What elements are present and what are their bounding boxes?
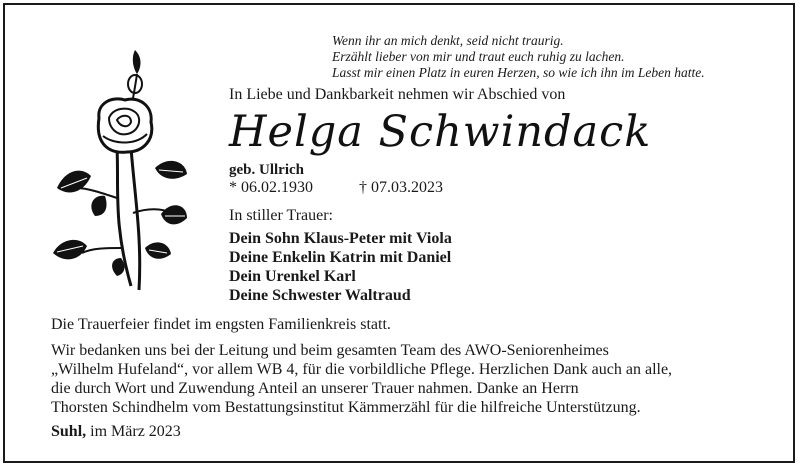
thanks-line: Wir bedanken uns bei der Leitung und beim gesamten Team des AWO-Seniorenheimes (51, 342, 609, 359)
thanks-line: Thorsten Schindhelm vom Bestattungsinstitut Kämmerzähl für die hilfreiche Unterstützung. (51, 399, 641, 416)
mourner-name: Deine Enkelin Katrin mit Daniel (229, 249, 452, 266)
mourning-heading: In stiller Trauer: (229, 207, 333, 224)
rose-icon (47, 48, 189, 298)
mourner-name: Deine Schwester Waltraud (229, 287, 411, 304)
mourner-name: Dein Urenkel Karl (229, 268, 356, 285)
poem-line: Erzählt lieber von mir und traut euch ruhig zu lachen. (332, 49, 625, 64)
poem-line: Lasst mir einen Platz in euren Herzen, so wie ich ihn im Leben hatte. (332, 65, 705, 80)
signoff-place: Suhl, (51, 423, 87, 440)
signoff (51, 423, 181, 441)
thanks-line: die durch Wort und Zuwendung Anteil an unserer Trauer nahmen. Danke an Herrn (51, 380, 579, 397)
intro-text: In Liebe und Dankbarkeit nehmen wir Abschied von (229, 86, 566, 103)
signoff-date: im März 2023 (90, 423, 181, 440)
thanks-paragraph (51, 341, 781, 417)
deceased-name: Helga Schwindack (229, 107, 652, 157)
mourner-name: Dein Sohn Klaus-Peter mit Viola (229, 230, 452, 247)
poem (332, 33, 705, 81)
obituary-notice (3, 3, 795, 463)
birth-date: * 06.02.1930 (229, 179, 313, 196)
thanks-line: „Wilhelm Hufeland“, vor allem WB 4, für die vorbildliche Pflege. Herzlichen Dank auch an alle, (51, 361, 673, 378)
maiden-name: geb. Ullrich (229, 162, 304, 178)
life-dates (229, 179, 443, 197)
funeral-note: Die Trauerfeier findet im engsten Familienkreis statt. (51, 316, 391, 333)
poem-line: Wenn ihr an mich denkt, seid nicht traurig. (332, 33, 564, 48)
mourners-list (229, 229, 452, 305)
death-date: † 07.03.2023 (359, 179, 443, 196)
